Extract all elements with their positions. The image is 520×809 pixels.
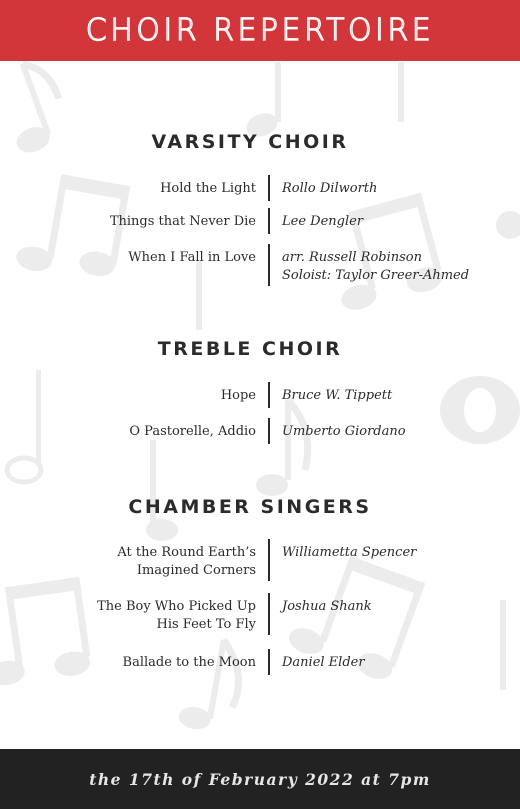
footer-banner <box>0 749 520 809</box>
piece-title: O Pastorelle, Addio <box>129 424 256 439</box>
divider <box>268 244 270 286</box>
section-title: TREBLE CHOIR <box>157 338 343 360</box>
eighth-note-icon <box>256 400 308 496</box>
half-note-icon <box>7 370 41 482</box>
piece-title: The Boy Who Picked Up <box>97 599 256 614</box>
piece-title-line-2: His Feet To Fly <box>156 617 256 632</box>
piece-composer: Rollo Dilworth <box>282 181 378 196</box>
piece-soloist: Soloist: Taylor Greer-Ahmed <box>282 268 470 283</box>
divider <box>268 208 270 234</box>
event-date: the 17th of February 2022 at 7pm <box>89 769 431 789</box>
piece-composer: Daniel Elder <box>282 655 365 670</box>
piece-composer: Umberto Giordano <box>282 424 406 439</box>
piece-title: Ballade to the Moon <box>122 655 256 670</box>
divider <box>268 418 270 444</box>
piece-title: At the Round Earth’s <box>117 545 256 560</box>
piece-title: Things that Never Die <box>109 214 256 229</box>
piece-composer: Joshua Shank <box>282 599 372 614</box>
section-title: VARSITY CHOIR <box>151 131 349 153</box>
divider <box>268 649 270 675</box>
piece-composer: Bruce W. Tippett <box>282 388 393 403</box>
header-banner <box>0 0 520 61</box>
piece-composer: Lee Dengler <box>282 214 364 229</box>
eighth-note-icon <box>177 635 246 736</box>
piece-title: Hope <box>220 388 256 403</box>
piece-composer: arr. Russell Robinson <box>282 250 422 265</box>
piece-title: Hold the Light <box>160 181 256 196</box>
section-title: CHAMBER SINGERS <box>128 496 372 518</box>
divider <box>268 593 270 635</box>
divider <box>268 175 270 201</box>
page-title: CHOIR REPERTOIRE <box>85 13 435 48</box>
piece-title-line-2: Imagined Corners <box>136 563 256 578</box>
piece-composer: Williametta Spencer <box>282 545 417 560</box>
piece-title: When I Fall in Love <box>128 250 256 265</box>
divider <box>268 382 270 408</box>
divider <box>268 539 270 581</box>
